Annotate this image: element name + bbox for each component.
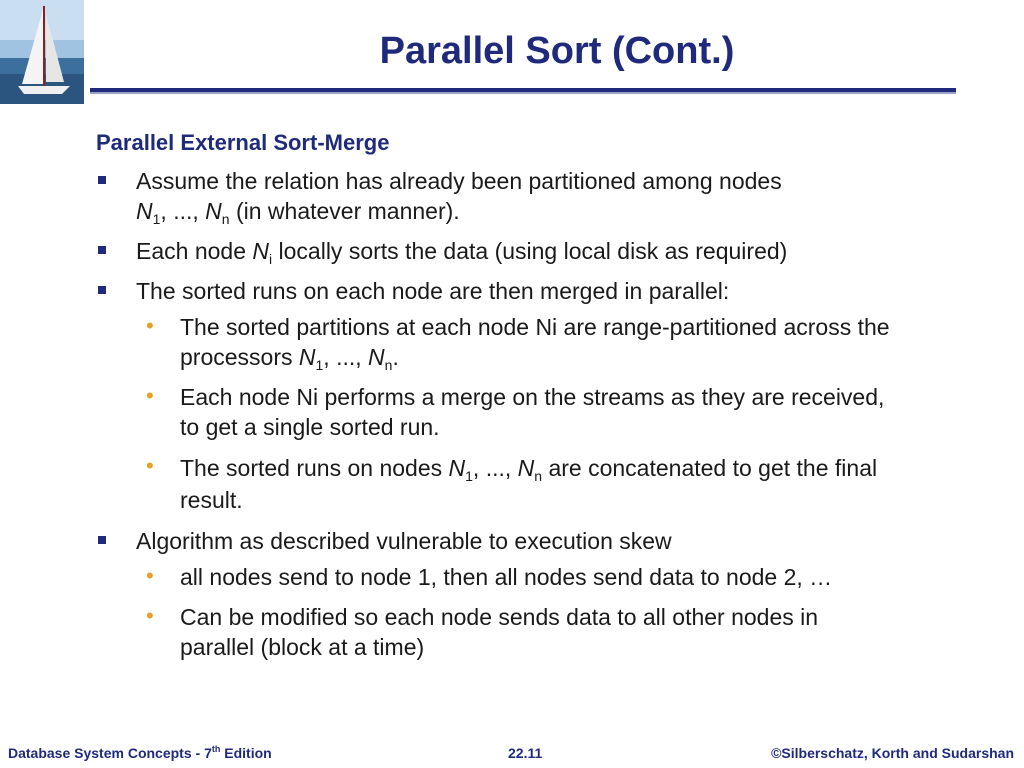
slide-content [96,130,896,672]
subscript: i [269,251,273,267]
bullet-text: The sorted runs on nodes [180,455,449,481]
bullet-text: Assume the relation has already been partitioned among nodes [136,168,782,194]
subscript: 1 [152,211,161,227]
dot-bullet-icon: • [146,603,154,628]
bullet-text: locally sorts the data (using local disk as required) [272,238,788,264]
bullet-text: , ..., [160,198,206,224]
dot-bullet-icon: • [146,563,154,588]
title-underline [90,88,956,92]
bullet-text: The sorted partitions at each node Ni are range-partitioned across the processors [180,314,890,370]
bullet-item [96,236,896,266]
square-bullet-icon [98,536,106,544]
bullet-text: Can be modified so each node sends data to all other nodes in parallel (block at a time) [180,604,819,660]
bullet-text: (in whatever manner). [229,198,460,224]
subscript: n [534,468,543,484]
sub-bullet-item [96,312,896,372]
sailboat-logo [0,0,84,104]
bullet-text: , ..., [472,455,518,481]
node-symbol: N [136,198,153,224]
footer-copyright: ©Silberschatz, Korth and Sudarshan [771,745,1014,761]
footer-book-title: Database System Concepts - 7th Edition [8,744,272,761]
square-bullet-icon [98,246,106,254]
node-symbol: N [448,455,466,481]
node-symbol: N [252,238,269,264]
slide-title: Parallel Sort (Cont.) [379,30,735,72]
dot-bullet-icon: • [146,453,154,478]
dot-bullet-icon: • [146,383,154,408]
node-symbol: N [517,455,535,481]
sub-bullet-item [96,602,896,662]
node-symbol: N [205,198,222,224]
subscript: n [221,211,230,227]
sub-bullet-item [96,452,896,516]
bullet-text: Algorithm as described vulnerable to execution skew [136,528,672,554]
bullet-text: . [392,344,399,370]
subscript: n [384,357,393,373]
node-symbol: N [298,344,316,370]
bullet-item [96,276,896,306]
bullet-text: all nodes send to node 1, then all nodes send data to node 2, … [180,564,833,590]
superscript: th [211,744,221,754]
bullet-item [96,526,896,556]
slide-footer [0,745,1024,765]
bullet-list [96,166,896,662]
bullet-text: Each node Ni performs a merge on the streams as they are received, to get a single sorted run. [180,384,885,440]
bullet-text: , ..., [323,344,369,370]
bullet-text: The sorted runs on each node are then merged in parallel: [136,278,730,304]
subscript: 1 [315,357,324,373]
sub-bullet-item [96,562,896,592]
page-number: 22.11 [508,745,543,761]
bullet-text: Each node [136,238,253,264]
square-bullet-icon [98,176,106,184]
bullet-item [96,166,896,226]
square-bullet-icon [98,286,106,294]
sub-bullet-item [96,382,896,442]
dot-bullet-icon: • [146,313,154,338]
bullet-text: are concatenated to get the final result. [180,455,878,513]
node-symbol: N [368,344,385,370]
subscript: 1 [465,468,473,484]
section-heading: Parallel External Sort-Merge [96,130,390,155]
